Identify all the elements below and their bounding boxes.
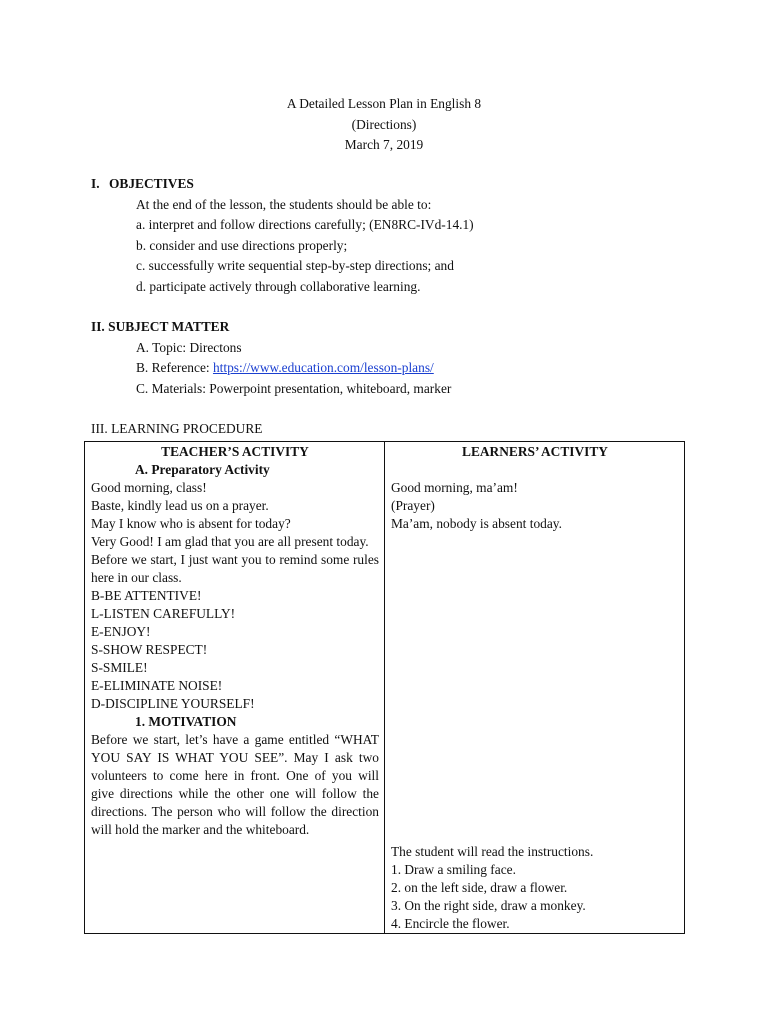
objective-item: d. participate actively through collaborative learning. — [136, 278, 421, 294]
document-subtitle: (Directions) — [351, 116, 417, 132]
learner-spacer — [391, 461, 679, 479]
materials-line: C. Materials: Powerpoint presentation, whiteboard, marker — [136, 380, 452, 396]
teacher-rules-intro: Before we start, I just want you to remind some rules here in our class. — [91, 552, 379, 585]
teacher-activity-header: TEACHER’S ACTIVITY — [161, 444, 309, 459]
class-rule: B-BE ATTENTIVE! — [91, 588, 202, 603]
objective-item: a. interpret and follow directions carefully; (EN8RC-IVd-14.1) — [136, 217, 474, 233]
teacher-line: Very Good! I am glad that you are all present today. — [91, 534, 369, 549]
document-header — [0, 94, 768, 156]
class-rule: S-SMILE! — [91, 660, 148, 675]
class-rule: E-ELIMINATE NOISE! — [91, 678, 223, 693]
learner-instruction: 3. On the right side, draw a monkey. — [391, 898, 586, 913]
class-rule: L-LISTEN CAREFULLY! — [91, 606, 236, 621]
class-rule: D-DISCIPLINE YOURSELF! — [91, 696, 255, 711]
objective-item: b. consider and use directions properly; — [136, 237, 348, 253]
learner-instruction: The student will read the instructions. — [391, 844, 594, 859]
learner-line: Ma’am, nobody is absent today. — [391, 516, 562, 531]
procedure-heading: III. LEARNING PROCEDURE — [91, 421, 263, 436]
subject-matter-section — [91, 317, 691, 399]
topic-line: A. Topic: Directons — [136, 339, 242, 355]
motivation-text: Before we start, let’s have a game entitled “WHAT YOU SAY IS WHAT YOU SEE”. May I ask two volunteers to come here in front. One of you will give directions while the other one will follow the directions. The person who will follow the direction will hold the marker and the whiteboard. — [91, 732, 379, 837]
reference-link[interactable]: https://www.education.com/lesson-plans/ — [212, 360, 434, 376]
objectives-section — [91, 174, 691, 298]
teacher-activity-column — [85, 442, 385, 934]
learner-line: Good morning, ma’am! — [391, 480, 518, 495]
document-title: A Detailed Lesson Plan in English 8 — [286, 96, 482, 111]
learner-instruction: 2. on the left side, draw a flower. — [391, 880, 568, 895]
activity-table — [84, 441, 685, 934]
teacher-line: May I know who is absent for today? — [91, 516, 291, 531]
objectives-heading — [91, 174, 691, 195]
motivation-heading: 1. MOTIVATION — [135, 714, 237, 729]
reference-line — [91, 358, 691, 379]
teacher-line: Baste, kindly lead us on a prayer. — [91, 498, 269, 513]
preparatory-activity-heading: A. Preparatory Activity — [135, 462, 270, 477]
learner-instruction: 4. Encircle the flower. — [391, 916, 510, 931]
objectives-numeral: I. — [91, 176, 100, 191]
class-rule: E-ENJOY! — [91, 624, 151, 639]
reference-label: B. Reference: — [136, 360, 213, 376]
objective-item: c. successfully write sequential step-by-step directions; and — [136, 258, 454, 274]
learner-line: (Prayer) — [391, 498, 435, 513]
teacher-line: Good morning, class! — [91, 480, 207, 495]
document-date: March 7, 2019 — [344, 137, 424, 153]
learner-spacer — [391, 533, 679, 843]
class-rule: S-SHOW RESPECT! — [91, 642, 208, 657]
objectives-heading-text: OBJECTIVES — [109, 176, 194, 191]
learner-activity-header: LEARNERS’ ACTIVITY — [462, 444, 608, 459]
learner-instruction: 1. Draw a smiling face. — [391, 862, 516, 877]
learner-activity-column — [385, 442, 685, 934]
subject-matter-heading: II. SUBJECT MATTER — [91, 319, 230, 334]
objectives-intro: At the end of the lesson, the students should be able to: — [136, 196, 432, 212]
